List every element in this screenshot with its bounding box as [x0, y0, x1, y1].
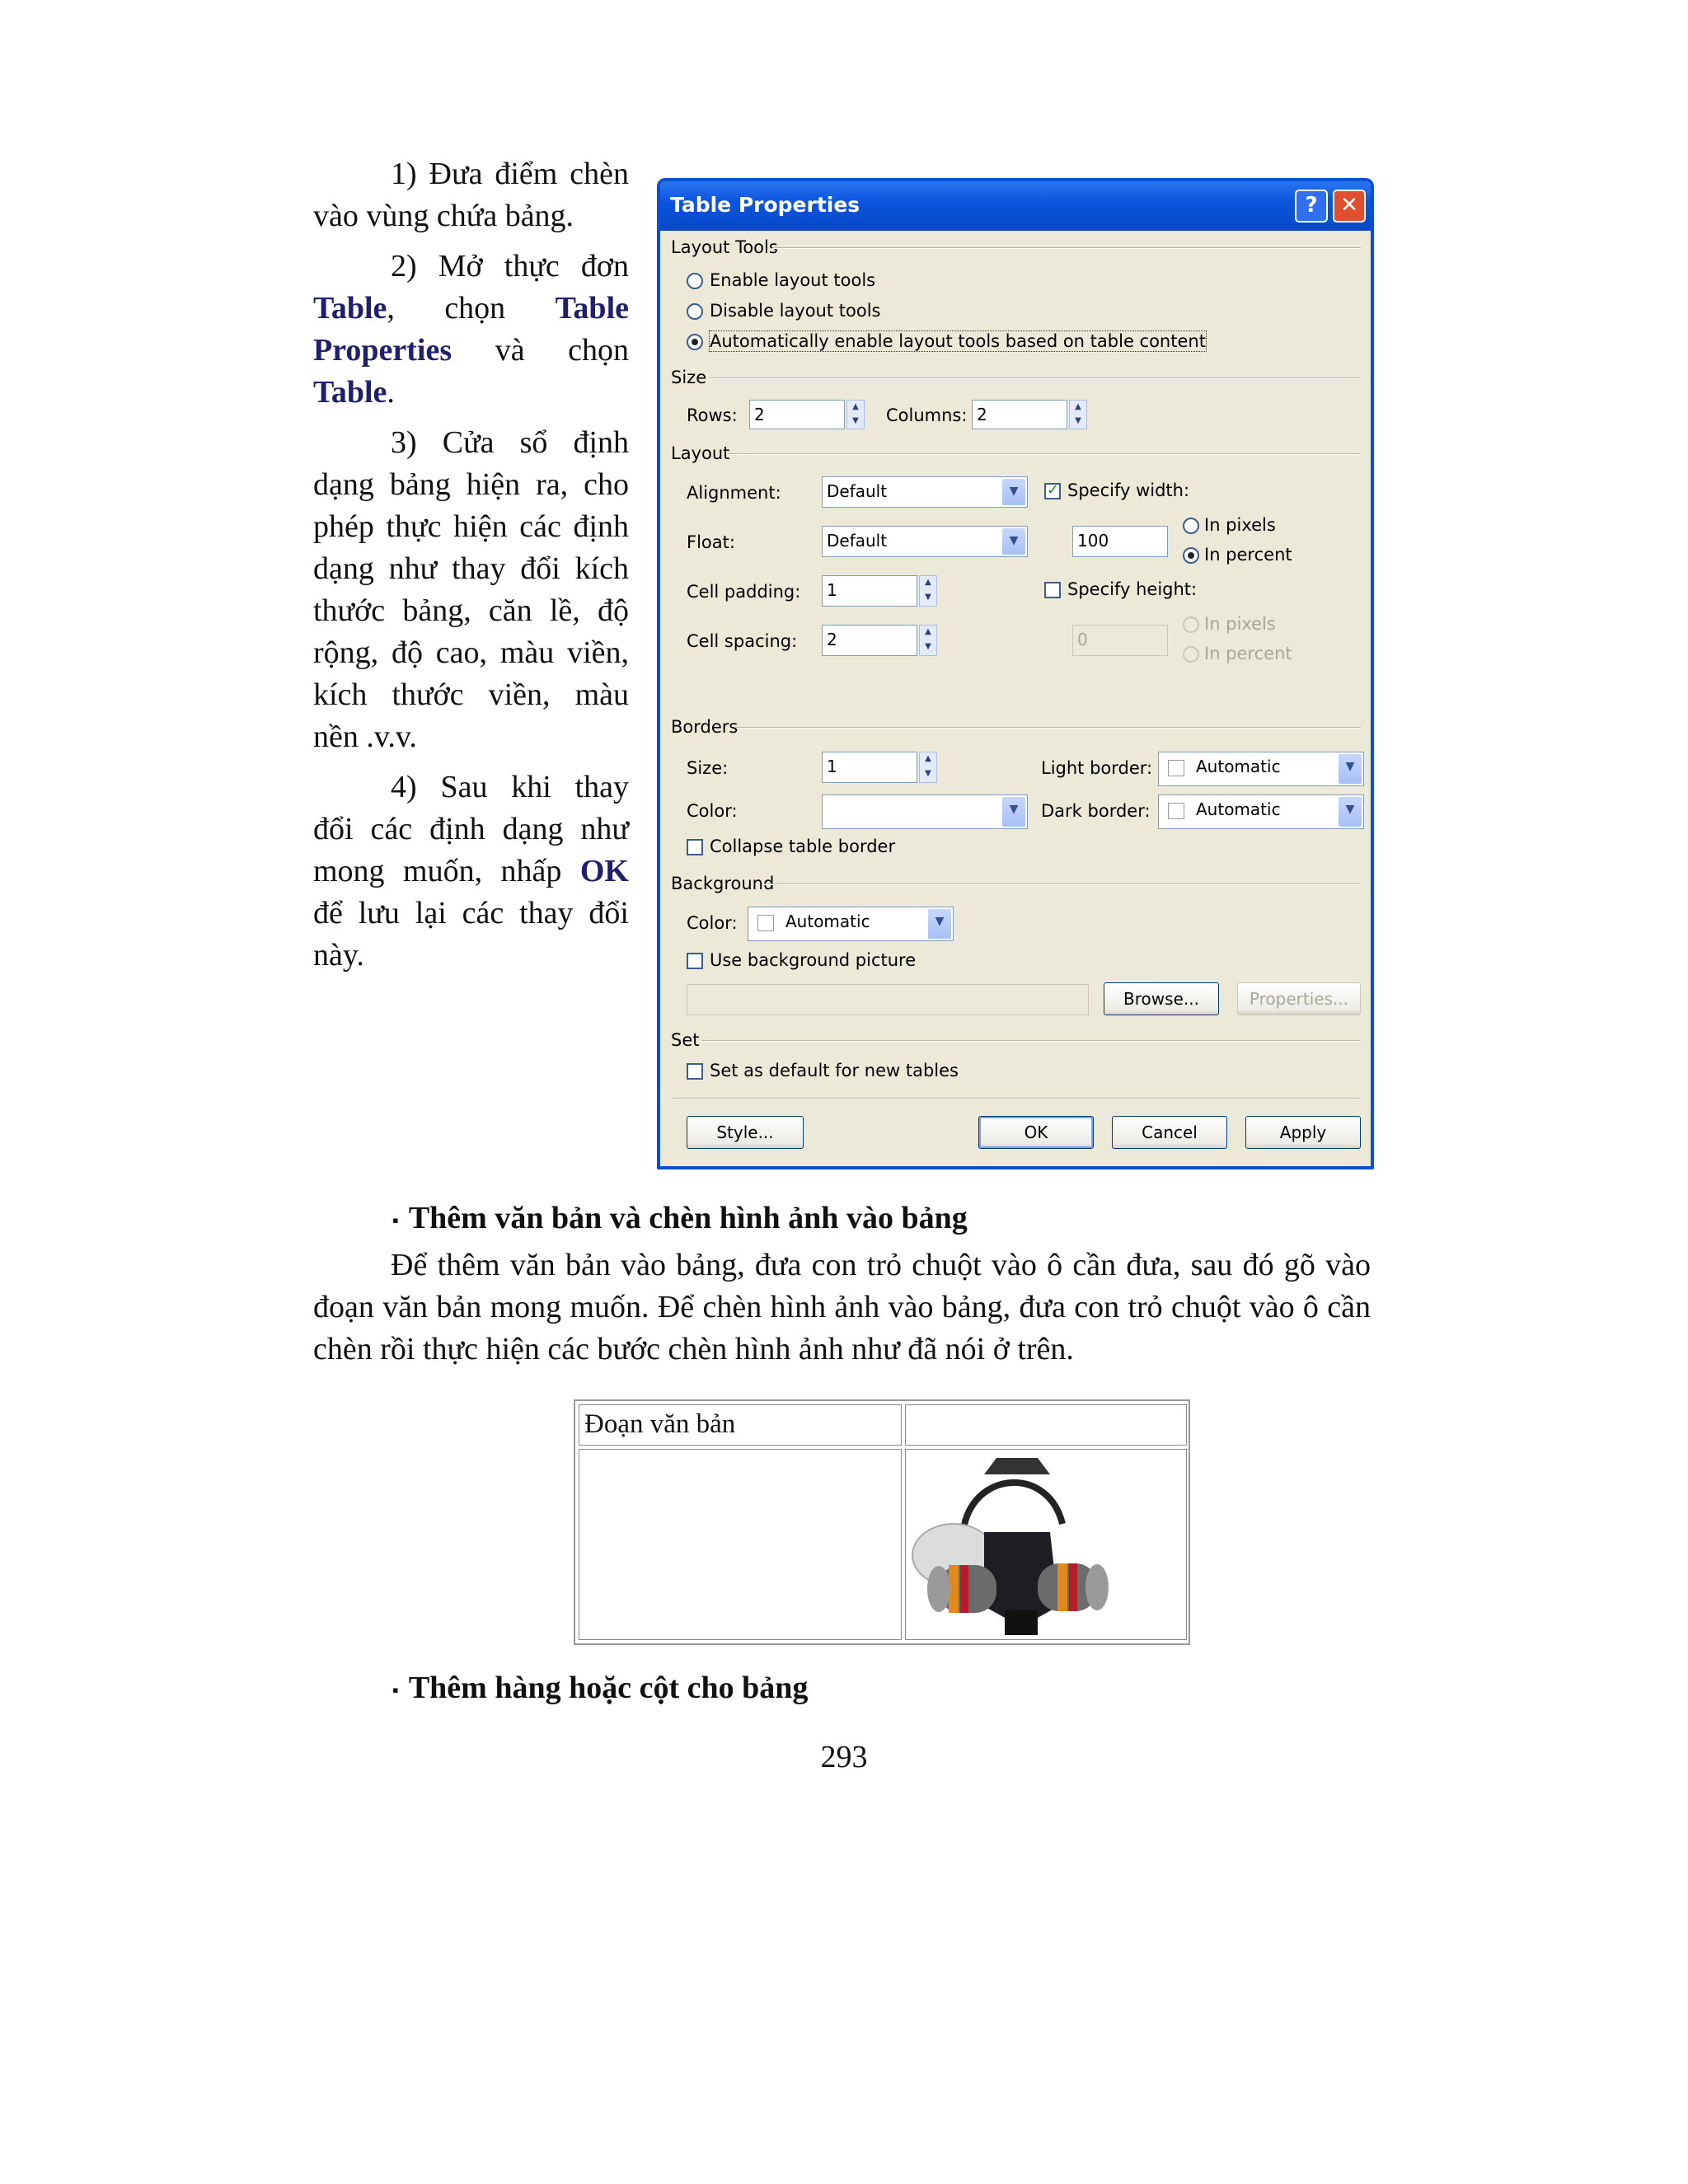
- specify-height-label[interactable]: Specify height:: [1067, 579, 1198, 599]
- height-in-pixels-label: In pixels: [1204, 614, 1276, 634]
- width-in-percent-label[interactable]: In percent: [1204, 545, 1292, 565]
- specify-width-checkbox[interactable]: [1044, 483, 1061, 499]
- set-group-label: Set: [671, 1030, 700, 1050]
- border-size-input[interactable]: 1: [822, 752, 917, 783]
- example-table: [574, 1399, 1190, 1645]
- alignment-dropdown[interactable]: Default ▼: [822, 476, 1028, 508]
- browse-button[interactable]: Browse...: [1104, 982, 1219, 1015]
- disable-layout-tools-radio[interactable]: [687, 303, 703, 320]
- group-divider: [736, 727, 1361, 729]
- columns-label: Columns:: [886, 405, 968, 425]
- cell-spacing-label: Cell spacing:: [687, 631, 798, 651]
- bullet-icon: ▪: [392, 1680, 399, 1701]
- specify-height-checkbox[interactable]: [1044, 582, 1061, 598]
- section-heading-add-rows-columns: ▪ Thêm hàng hoặc cột cho bảng: [392, 1671, 809, 1705]
- help-icon: ?: [1305, 193, 1318, 218]
- properties-button[interactable]: Properties...: [1237, 982, 1361, 1015]
- rows-spinner[interactable]: [846, 400, 865, 429]
- spin-up-icon[interactable]: ▲: [925, 578, 931, 587]
- width-in-percent-radio[interactable]: [1183, 547, 1199, 564]
- section-paragraph: Để thêm văn bản vào bảng, đưa con trỏ chuột vào ô cần đưa, sau đó gõ vào đoạn văn bản mong muốn. Để chèn hình ảnh vào bảng, đưa con trỏ chuột vào ô cần chèn rồi thực hiện các bước chèn hình ảnh như đã nói ở trên.: [313, 1248, 1371, 1366]
- spin-up-icon[interactable]: ▲: [925, 627, 931, 636]
- spin-down-icon[interactable]: ▼: [852, 416, 859, 425]
- background-picture-path[interactable]: [687, 984, 1089, 1015]
- height-in-percent-label: In percent: [1204, 644, 1292, 663]
- background-color-label: Color:: [687, 913, 738, 933]
- enable-layout-tools-label[interactable]: Enable layout tools: [710, 270, 876, 290]
- border-size-label: Size:: [687, 758, 729, 778]
- spin-down-icon[interactable]: ▼: [1075, 416, 1081, 425]
- background-group-label: Background: [671, 874, 775, 893]
- borders-group-label: Borders: [671, 717, 738, 737]
- float-label: Float:: [687, 532, 735, 552]
- chevron-down-icon[interactable]: ▼: [1339, 754, 1362, 784]
- height-in-pixels-radio[interactable]: [1183, 616, 1199, 633]
- enable-layout-tools-radio[interactable]: [687, 273, 703, 289]
- rows-label: Rows:: [687, 405, 738, 425]
- border-color-dropdown[interactable]: [822, 794, 1028, 829]
- group-divider: [764, 883, 1361, 885]
- size-group-label: Size: [671, 368, 707, 387]
- spin-down-icon[interactable]: ▼: [925, 642, 931, 651]
- gas-mask-image: [906, 1450, 1120, 1638]
- cell-padding-input[interactable]: 1: [822, 575, 917, 607]
- group-divider: [728, 453, 1361, 455]
- title-bar[interactable]: [660, 181, 1371, 231]
- table-properties-dialog: [657, 178, 1374, 1169]
- height-in-percent-radio[interactable]: [1183, 646, 1199, 663]
- use-background-picture-label[interactable]: Use background picture: [710, 950, 917, 970]
- help-button[interactable]: [1295, 190, 1328, 223]
- color-swatch: [1168, 760, 1184, 776]
- cell-spacing-spinner[interactable]: [919, 625, 937, 656]
- chevron-down-icon[interactable]: ▼: [1002, 528, 1025, 555]
- border-size-spinner[interactable]: [919, 752, 937, 783]
- light-border-label: Light border:: [1041, 758, 1153, 778]
- alignment-label: Alignment:: [687, 483, 781, 503]
- cell-spacing-input[interactable]: 2: [822, 625, 917, 656]
- step-2: 2) Mở thực đơn Table, chọn Table Properties và chọn Table.: [313, 249, 629, 410]
- set-default-label[interactable]: Set as default for new tables: [710, 1061, 959, 1080]
- rows-input[interactable]: 2: [749, 400, 845, 429]
- step-1: 1) Đưa điểm chèn vào vùng chứa bảng.: [313, 157, 629, 233]
- bullet-icon: ▪: [392, 1210, 399, 1231]
- disable-layout-tools-label[interactable]: Disable layout tools: [710, 301, 881, 321]
- cell-padding-spinner[interactable]: [919, 575, 937, 607]
- chevron-down-icon[interactable]: ▼: [1002, 479, 1025, 505]
- color-swatch: [757, 915, 774, 931]
- color-swatch: [1168, 803, 1184, 819]
- chevron-down-icon[interactable]: ▼: [1002, 797, 1025, 827]
- columns-input[interactable]: 2: [972, 400, 1067, 429]
- table-cell-image[interactable]: [905, 1449, 1187, 1640]
- table-cell[interactable]: [579, 1449, 902, 1640]
- specify-width-label[interactable]: Specify width:: [1067, 480, 1190, 500]
- background-color-dropdown[interactable]: Automatic ▼: [748, 907, 954, 941]
- width-in-pixels-radio[interactable]: [1183, 518, 1199, 534]
- table-cell-text: Đoạn văn bản: [584, 1409, 736, 1439]
- section-heading-insert-text-image: ▪ Thêm văn bản và chèn hình ảnh vào bảng: [392, 1201, 968, 1235]
- group-divider: [772, 247, 1361, 249]
- style-button[interactable]: Style...: [687, 1116, 804, 1149]
- spin-up-icon[interactable]: ▲: [852, 402, 859, 411]
- cell-padding-label: Cell padding:: [687, 582, 801, 602]
- instruction-steps: [313, 153, 629, 985]
- table-cell[interactable]: [579, 1404, 902, 1446]
- spin-up-icon[interactable]: ▲: [1075, 402, 1081, 411]
- dark-border-label: Dark border:: [1041, 801, 1151, 821]
- spin-down-icon[interactable]: ▼: [925, 769, 931, 778]
- page-number: 293: [820, 1740, 868, 1774]
- border-color-label: Color:: [687, 801, 738, 821]
- close-icon: ✕: [1340, 193, 1358, 218]
- collapse-border-checkbox[interactable]: [687, 839, 703, 855]
- use-background-picture-checkbox[interactable]: [687, 953, 703, 969]
- spin-up-icon[interactable]: ▲: [925, 754, 931, 763]
- auto-layout-tools-label[interactable]: Automatically enable layout tools based on table content: [710, 331, 1206, 351]
- auto-layout-tools-radio[interactable]: [687, 334, 703, 350]
- apply-button[interactable]: Apply: [1245, 1116, 1361, 1149]
- dark-border-dropdown[interactable]: Automatic ▼: [1158, 794, 1364, 829]
- layout-tools-group-label: Layout Tools: [671, 237, 778, 257]
- group-divider: [710, 377, 1361, 379]
- height-input[interactable]: 0: [1072, 625, 1168, 656]
- light-border-dropdown[interactable]: Automatic ▼: [1158, 752, 1364, 786]
- close-button[interactable]: [1333, 190, 1366, 223]
- ok-button[interactable]: OK: [978, 1116, 1094, 1149]
- chevron-down-icon[interactable]: ▼: [1339, 797, 1362, 827]
- step-3: 3) Cửa sổ định dạng bảng hiện ra, cho phép thực hiện các định dạng như thay đổi kích thước bảng, căn lề, độ rộng, độ cao, màu viền, kích thước viền, màu nền .v.v.: [313, 425, 629, 754]
- spin-down-icon[interactable]: ▼: [925, 593, 931, 602]
- chevron-down-icon[interactable]: ▼: [928, 909, 951, 939]
- columns-spinner[interactable]: [1069, 400, 1087, 429]
- table-cell[interactable]: [905, 1404, 1187, 1446]
- width-in-pixels-label[interactable]: In pixels: [1204, 515, 1276, 535]
- collapse-border-label[interactable]: Collapse table border: [710, 837, 896, 856]
- layout-group-label: Layout: [671, 443, 730, 463]
- set-default-checkbox[interactable]: [687, 1063, 703, 1080]
- cancel-button[interactable]: Cancel: [1112, 1116, 1227, 1149]
- dialog-title: Table Properties: [670, 193, 860, 217]
- float-dropdown[interactable]: Default ▼: [822, 526, 1028, 557]
- width-input[interactable]: 100: [1072, 526, 1168, 557]
- group-divider: [701, 1040, 1361, 1042]
- group-divider: [671, 1098, 1361, 1099]
- step-4: 4) Sau khi thay đổi các định dạng như mong muốn, nhấp OK để lưu lại các thay đổi này.: [313, 770, 629, 972]
